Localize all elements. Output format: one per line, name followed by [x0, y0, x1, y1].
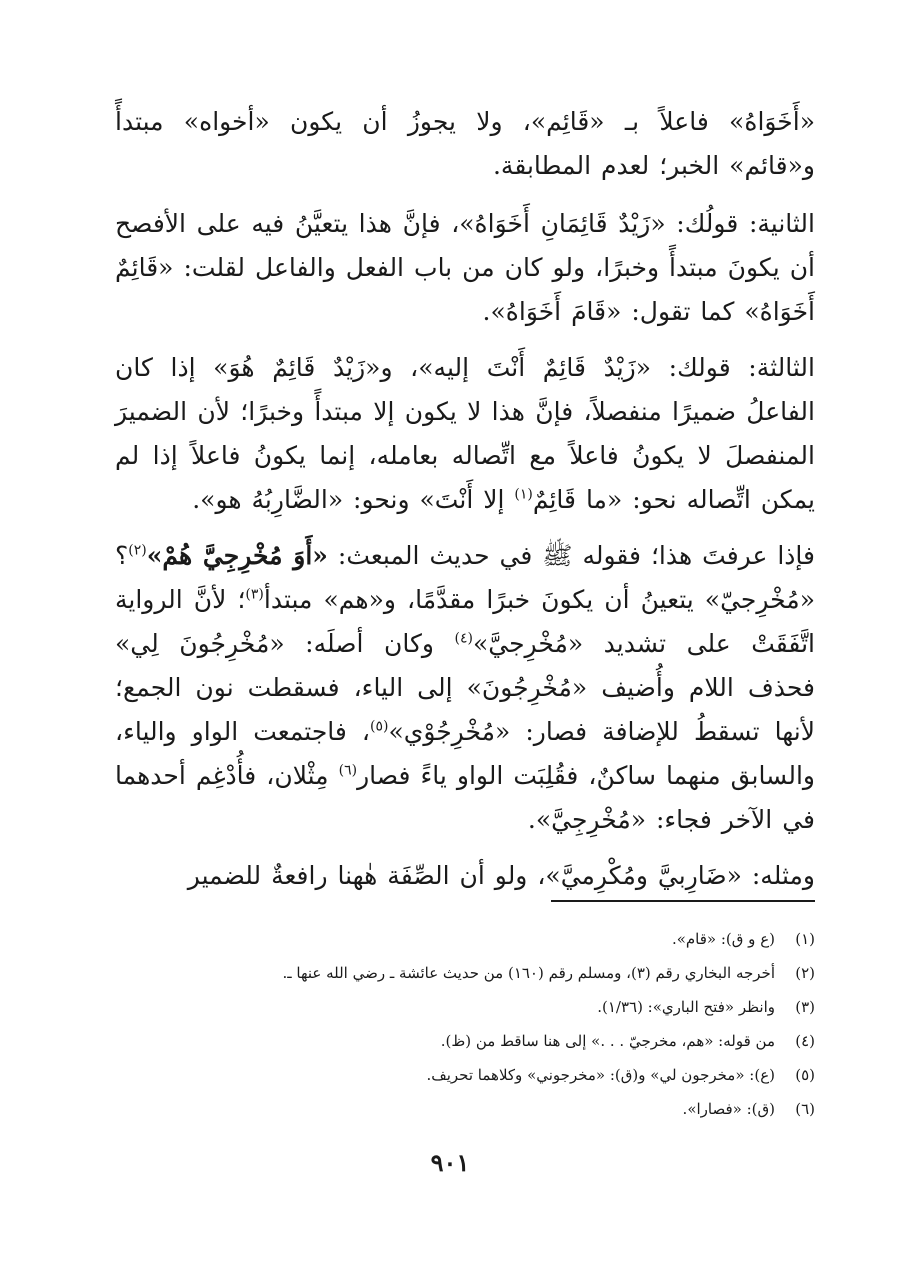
- paragraph-3-part-a: الثالثة: قولك: «زَيْدٌ قَائِمٌ أَنْتَ إليه»، و«زَيْدٌ قَائِمٌ هُوَ» إذا كان الفاعلُ ضميرًا منفصلاً، فإنَّ هذا لا يكون إلا مبتدأً وخبرًا؛ لأن الضميرَ المنفصلَ لا يكونُ فاعلاً مع اتِّصاله بعامله، إنما يكونُ فاعلاً إذا لم يمكن اتِّصاله نحو: «ما قَائِمٌ: [115, 353, 815, 514]
- footnote-text: من قوله: «هم، مخرجيّ . . .» إلى هنا ساقط من (ظ).: [440, 1032, 775, 1050]
- footnote-number: (٢): [795, 964, 815, 982]
- footnote-text: أخرجه البخاري رقم (٣)، ومسلم رقم (١٦٠) من حديث عائشة ـ رضي الله عنها ـ.: [282, 964, 775, 982]
- paragraph-2: الثانية: قولُك: «زَيْدٌ قَائِمَانِ أَخَوَاهُ»، فإنَّ هذا يتعيَّنُ فيه على الأفصح أن يكونَ مبتدأً وخبرًا، ولو كان من باب الفعل والفاعل لقلت: «قَائِمٌ أَخَوَاهُ» كما تقول: «قَامَ أَخَوَاهُ».: [115, 209, 815, 326]
- footnote-number: (٦): [795, 1100, 815, 1118]
- paragraph-5: ومثله: «ضَارِبيَّ ومُكْرِميَّ»، ولو أن الصِّفَة هٰهنا رافعةٌ للضمير: [187, 861, 815, 890]
- footnote-number: (٣): [795, 998, 815, 1016]
- footnote-ref-3[interactable]: (٣): [245, 586, 264, 603]
- footnote-ref-2[interactable]: (٢): [128, 542, 147, 559]
- paragraph-4-part-f: مِثْلان، فأُدْغِم أحدهما في الآخر فجاء: «مُخْرِجِيَّ».: [115, 761, 815, 834]
- footnote-ref-5[interactable]: (٥): [369, 718, 389, 735]
- paragraph-3-part-b: إلا أَنْتَ» ونحو: «الضَّارِبُهُ هو».: [192, 485, 515, 514]
- footnote-item: [115, 1058, 815, 1092]
- footnote-number: (٤): [795, 1032, 815, 1050]
- page-number: ٩٠١: [430, 1148, 470, 1177]
- paragraph-4-part-b: ؟ «مُخْرِجيّ» يتعينُ أن يكونَ خبرًا مقدَّمًا، و«هم» مبتدأ: [115, 541, 815, 614]
- footnote-number: (١): [795, 930, 815, 948]
- paragraph-4: [115, 534, 815, 842]
- paragraph-4-part-a: فإذا عرفتَ هذا؛ فقوله ﷺ في حديث المبعث:: [327, 541, 815, 570]
- footnote-text: وانظر «فتح الباري»: (١/٣٦).: [597, 998, 775, 1016]
- footnote-ref-6[interactable]: (٦): [338, 762, 358, 779]
- footnotes: [115, 922, 815, 1126]
- footnote-ref-4[interactable]: (٤): [454, 630, 473, 647]
- footnote-item: [115, 990, 815, 1024]
- paragraph-4-part-e: ، فاجتمعت الواو والياء، والسابق منهما ساكنٌ، فقُلِبَت الواو ياءً فصار: [115, 717, 815, 790]
- footnote-item: [115, 1092, 815, 1126]
- footnote-item: [115, 1024, 815, 1058]
- footnote-ref-1[interactable]: (١): [514, 486, 533, 503]
- paragraph-3: [115, 346, 815, 522]
- footnote-item: [115, 922, 815, 956]
- page-body: [115, 100, 815, 910]
- footnote-item: [115, 956, 815, 990]
- hadith-quote: «أَوَ مُخْرِجِيَّ هُمْ»: [146, 541, 328, 570]
- paragraph-1: «أَخَوَاهُ» فاعلاً بـ «قَائِم»، ولا يجوزُ أن يكون «أخواه» مبتدأً و«قائم» الخبر؛ لعدم المطابقة.: [115, 107, 815, 180]
- footnote-number: (٥): [795, 1066, 815, 1084]
- footnote-text: (ع): «مخرجون لي» و(ق): «مخرجوني» وكلاهما تحريف.: [426, 1066, 775, 1084]
- paragraph-4-part-c: ؛ لأنَّ الرواية اتَّفَقَتْ على تشديد «مُخْرِجيَّ»: [115, 585, 815, 658]
- footnote-divider: [551, 900, 815, 902]
- footnote-text: (ق): «فصارا».: [682, 1100, 775, 1118]
- paragraph-4-part-d: وكان أصلَه: «مُخْرِجُونَ لِي» فحذف اللام وأُضيف «مُخْرِجُونَ» إلى الياء، فسقطت نون الجمع؛ لأنها تسقطُ للإضافة فصار: «مُخْرِجُوْي»: [115, 629, 815, 746]
- footnote-text: (ع و ق): «قام».: [671, 930, 775, 948]
